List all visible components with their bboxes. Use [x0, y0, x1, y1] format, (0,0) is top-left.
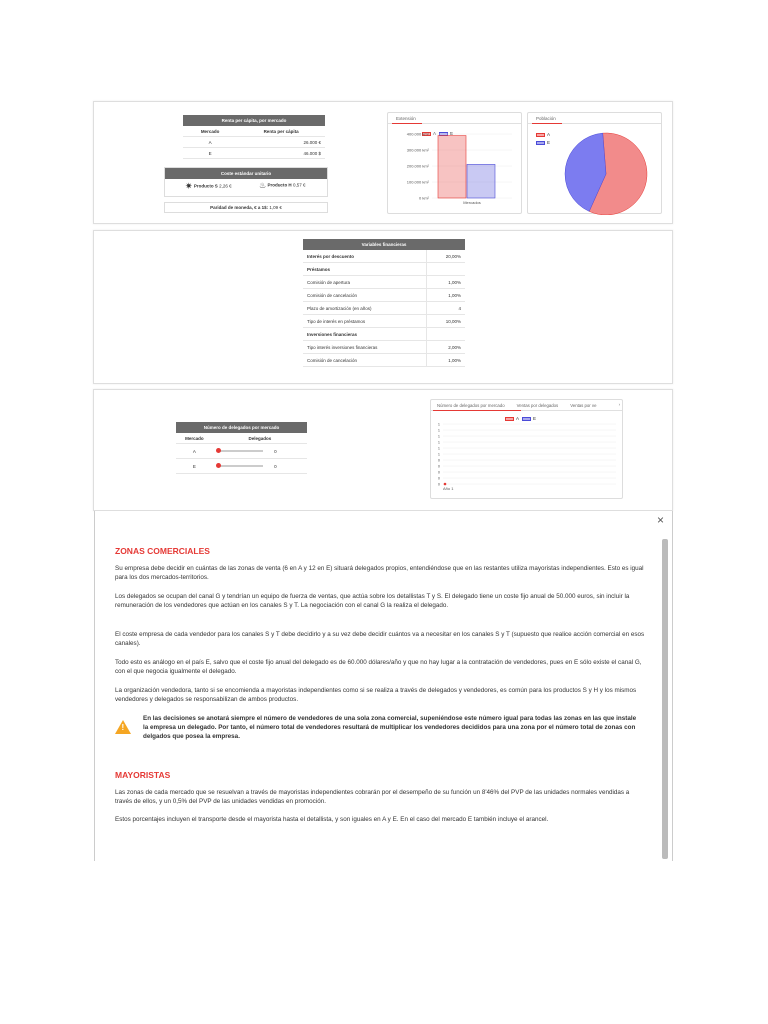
renta-value: 26.000 € — [237, 137, 325, 148]
financial-row-value: 1,00% — [427, 289, 466, 302]
tab-delegados-mercado[interactable]: Número de delegados por mercado — [437, 403, 505, 408]
poblacion-pie-chart — [528, 130, 663, 215]
table-row — [303, 328, 465, 341]
renta-col-renta: Renta per cápita — [237, 126, 325, 137]
scrollbar[interactable] — [662, 539, 668, 859]
table-row — [303, 302, 465, 315]
active-tab-indicator — [433, 410, 521, 411]
table-row — [303, 289, 465, 302]
financial-row-label: Comisión de cancelación — [303, 354, 427, 367]
table-row — [303, 276, 465, 289]
x-axis-label: Mercados — [463, 200, 481, 205]
extension-chart-card — [387, 112, 522, 214]
y-tick-label: 200.000 km² — [406, 163, 429, 169]
producto-h-value: 0,57 € — [292, 182, 306, 188]
tab-extension[interactable] — [388, 113, 521, 124]
table-row — [176, 459, 307, 474]
table-row — [303, 341, 465, 354]
renta-value: 46.000 $ — [237, 148, 325, 159]
chevron-right-icon[interactable]: › — [618, 402, 620, 407]
paragraph: El coste empresa de cada vendedor para los canales S y T debe decidirlo y a su vez debe decidir cuántos va a necesitar en los canales S y T (supuesto que realice acción comercial en esos canales). — [115, 631, 645, 647]
financial-table — [303, 239, 465, 367]
zonas-comerciales-heading: ZONAS COMERCIALES — [115, 546, 210, 556]
y-tick-label: 0 — [437, 476, 440, 481]
cleaning-icon: ♨ — [259, 181, 267, 190]
financial-row-value: 4 — [427, 302, 466, 315]
financial-row-label: Comisión de cancelación — [303, 289, 427, 302]
financial-row-value: 10,00% — [427, 315, 466, 328]
financial-row-value — [427, 263, 466, 276]
bar-e[interactable] — [467, 164, 495, 198]
delegates-panel — [93, 389, 673, 511]
financial-row-label: Tipo interés inversiones financieras — [303, 341, 427, 354]
financial-row-label: Tipo de interés en préstamos — [303, 315, 427, 328]
renta-table-title: Renta per cápita, por mercado — [183, 115, 325, 126]
delegates-table — [176, 422, 307, 474]
financial-row-value: 1,00% — [427, 276, 466, 289]
table-row — [183, 137, 325, 148]
y-tick-label: 0 — [437, 464, 440, 469]
legend-a: A — [547, 132, 551, 137]
financial-table-title: Variables financieras — [303, 239, 465, 250]
y-tick-label: 300.000 km² — [406, 147, 429, 153]
slider-handle[interactable] — [216, 463, 221, 468]
paragraph: Los delegados se ocupan del canal G y tendrían un equipo de fuerza de ventas, que actúa sobre los detallistas T y S. El delegado tiene un coste fijo anual de 50.000 euros, sin incluir la remuneración de los vendedores que actúan en los canales S y T. La negociación con el canal G la realiza el delegado. — [115, 593, 630, 609]
paridad-value: 1,09 € — [269, 205, 282, 210]
close-icon[interactable]: × — [656, 513, 664, 527]
warning-box — [115, 714, 645, 748]
y-tick-label: 1 — [437, 422, 440, 427]
renta-mercado: A — [183, 137, 237, 148]
y-tick-label: 100.000 km² — [406, 179, 429, 185]
producto-h-label: Producto H — [267, 182, 292, 188]
financial-row-value — [427, 328, 466, 341]
poblacion-chart-card — [527, 112, 662, 214]
table-row — [303, 354, 465, 367]
tab-extension-label: Extensión — [396, 116, 416, 121]
table-row — [303, 263, 465, 276]
delegates-slider-e[interactable] — [217, 465, 263, 467]
financial-row-label: Interés por descuento — [303, 250, 427, 263]
paragraph: La organización vendedora, tanto si se encomienda a mayoristas independientes como si se realiza a través de delegados y vendedores, es común para los productos S y H y los mismos vendedores y delegados se responsabilizan de ambos productos. — [115, 687, 637, 703]
financial-row-label: Préstamos — [303, 263, 427, 276]
y-tick-label: 0 — [437, 458, 440, 463]
table-row — [303, 315, 465, 328]
renta-table — [183, 115, 325, 159]
chart-tabs — [431, 400, 622, 411]
delegates-col-mercado: Mercado — [176, 433, 213, 444]
table-row — [176, 444, 307, 459]
y-tick-label: 0 km² — [419, 195, 429, 201]
financial-row-label: Comisión de apertura — [303, 276, 427, 289]
warning-icon: ! — [115, 720, 131, 734]
paragraph: Su empresa debe decidir en cuántas de las zonas de venta (6 en A y 12 en E) situará delegados propios, entendiéndose que en las restantes utiliza mayoristas independientes. Esto es igual para los dos mercados-territorios. — [115, 565, 644, 581]
sun-icon: ✷ — [185, 181, 193, 191]
tab-ventas-delegados[interactable]: Ventas por delegados — [516, 403, 559, 408]
tab-ventas-vendedores[interactable]: Ventas por ve — [570, 403, 597, 408]
y-tick-label: 400.000 km² — [406, 131, 429, 137]
financial-row-label: Plazo de amortización (en años) — [303, 302, 427, 315]
bar-a[interactable] — [438, 136, 466, 198]
table-row — [183, 148, 325, 159]
financial-row-value: 2,00% — [427, 341, 466, 354]
delegates-line-chart — [431, 420, 624, 500]
delegates-col-delegados: Delegados — [213, 433, 307, 444]
y-tick-label: 0 — [437, 470, 440, 475]
paridad-row — [164, 202, 328, 213]
delegates-slider-a[interactable] — [217, 450, 263, 452]
point-a[interactable] — [444, 483, 447, 486]
producto-s-label: Producto S — [193, 183, 218, 189]
y-tick-label: 1 — [437, 428, 440, 433]
delegates-value-a: 0 — [274, 448, 277, 454]
slider-handle[interactable] — [216, 448, 221, 453]
coste-title: Coste estándar unitario — [165, 168, 327, 179]
financial-row-label: Inversiones financieras — [303, 328, 427, 341]
warning-text: En las decisiones se anotará siempre el número de vendedores de una sola zona comercial, supeniéndose este número igual para todas las zonas en las que instale la empresa un delegado. Por tanto, el número total de vendedores resultará de multiplicar los vendedores decididos para una zona por el número total de zonas con delgados que posea la empresa. — [143, 715, 637, 740]
info-modal — [94, 511, 673, 861]
financial-row-value: 20,00% — [427, 250, 466, 263]
coste-card — [164, 167, 328, 197]
producto-s-value: 2,26 € — [219, 183, 232, 189]
financial-row-value: 1,00% — [427, 354, 466, 367]
legend-e: E — [533, 416, 537, 421]
financial-variables-panel — [93, 230, 673, 384]
y-tick-label: 1 — [437, 440, 440, 445]
delegates-mercado: E — [176, 459, 213, 474]
paragraph: Estos porcentajes incluyen el transporte desde el mayorista hasta el detallista, y son iguales en A y E. En el caso del mercado E también incluye el arancel. — [115, 816, 549, 823]
y-tick-label: 1 — [437, 452, 440, 457]
delegates-table-title: Número de delegados por mercado — [176, 422, 307, 433]
delegates-chart-card — [430, 399, 623, 499]
delegates-value-e: 0 — [274, 463, 277, 469]
paragraph: Todo esto es análogo en el país E, salvo que el coste fijo anual del delegado es de 60.000 dólares/año y que no hay lugar a la contratación de vendedores, pues en E sólo existe el canal G, con el que negocia igualmente el delegado. — [115, 659, 642, 675]
legend-a: A — [433, 131, 436, 136]
paridad-label: Paridad de moneda, € a 1$: — [210, 205, 269, 210]
legend-a: A — [516, 416, 519, 421]
renta-col-mercado: Mercado — [183, 126, 237, 137]
tab-poblacion[interactable] — [528, 113, 661, 124]
market-overview-panel — [93, 101, 673, 224]
y-tick-label: 1 — [437, 446, 440, 451]
mayoristas-heading: MAYORISTAS — [115, 770, 171, 780]
y-tick-label: 1 — [437, 434, 440, 439]
renta-mercado: E — [183, 148, 237, 159]
delegates-mercado: A — [176, 444, 213, 459]
table-row — [303, 250, 465, 263]
legend-e: E — [547, 140, 551, 145]
legend-e: E — [450, 131, 454, 136]
extension-bar-chart — [388, 130, 523, 215]
paragraph: Las zonas de cada mercado que se resuelvan a través de mayoristas independientes cobrarán por el desempeño de su función un 8'46% del PVP de las unidades normales vendidas a través de ellos, y un 0,5% del PVP de las unidades vendidas en promoción. — [115, 789, 630, 805]
x-tick-label: Año 1 — [443, 486, 454, 491]
y-tick-label: 0 — [437, 482, 440, 487]
tab-poblacion-label: Población — [536, 116, 556, 121]
